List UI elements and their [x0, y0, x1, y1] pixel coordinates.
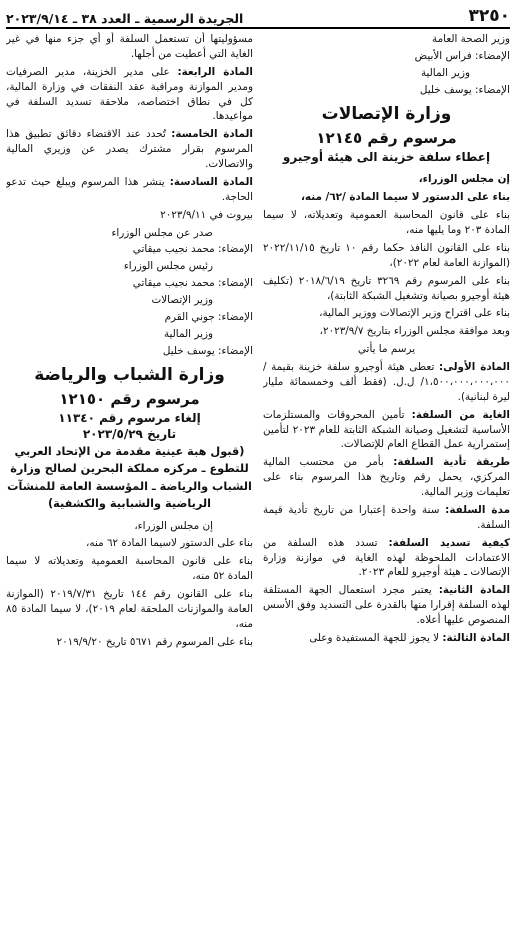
decree-subject: (قبول هبة عينية مقدمة من الإتحاد العربي للتطوع ـ مركزه مملكة البحرين لصالح وزارة الشباب والرياضة ـ المؤسسة العامة للمنشآت الرياضية والشبابية والكشفية) [7, 444, 252, 511]
signature: الإمضاء: محمد نجيب ميقاتي [132, 277, 253, 290]
article-text: على مدير الخزينة، مدير الصرفيات ومدير الموازنة ومراقبة عقد النفقات في وزارة المالية، كل في نطاق اختصاصه، ملاحقة تسديد السلفة في مواعيدها. [6, 65, 253, 123]
recital: بناء على المرسوم رقم ٥٦٧١ تاريخ ٢٠١٩/٩/٢٠ [56, 635, 253, 648]
preamble: إن مجلس الوزراء، [418, 173, 510, 186]
signature: الإمضاء: فراس الأبيض [414, 49, 510, 62]
recital: بناء على القانون النافذ حكما رقم ١٠ تاريخ ٢٠٢٢/١١/١٥ (الموازنة العامة لعام ٢٠٢٢)، [263, 241, 510, 269]
article-label: طريقة تأدية السلفة: [393, 456, 510, 469]
article [263, 360, 510, 405]
recital: بناء على قانون المحاسبة العمومية وتعديلاته، لا سيما المادة ٢٠٣ وما يليها منه، [263, 209, 510, 237]
article [263, 503, 510, 533]
article-text: لا يجوز للجهة المستفيدة وعلى [309, 631, 443, 644]
recital: بناء على القانون رقم ١٤٤ تاريخ ٢٠١٩/٧/٣١ (الموازنة العامة والموازنات الملحقة لعام ٢٠١٩)، لا سيما المادة ٨٥ منه، [6, 588, 253, 630]
signature: الإمضاء: يوسف خليل [162, 344, 253, 357]
article-label: المادة السادسة: [169, 175, 253, 188]
ministry-heading: وزارة الشباب والرياضة [34, 364, 225, 385]
page-header [6, 4, 510, 26]
recital: بناء على الدستور لاسيما المادة ٦٢ منه، [86, 537, 253, 550]
article-label: المادة الثانية: [438, 584, 510, 597]
left-column [6, 32, 253, 932]
article [6, 65, 253, 125]
signature: الإمضاء: جوني القرم [164, 310, 253, 323]
article-label: المادة الأولى: [438, 361, 510, 374]
article [263, 631, 510, 646]
article-text: سنة واحدة إعتبارا من تاريخ تأدية قيمة السلفة. [263, 503, 510, 531]
signature: الإمضاء: محمد نجيب ميقاتي [132, 243, 253, 256]
cancelled-decree: إلغاء مرسوم رقم ١١٣٤٠ [58, 411, 201, 426]
cancelled-decree-date: تاريخ ٢٠٢٣/٥/٢٩ [82, 427, 177, 442]
issue-date: بيروت في ٢٠٢٣/٩/١١ [160, 208, 253, 221]
article-text: يعتبر مجرد استعمال الجهة المستلفة لهذه السلفة إقرارا منها بالقدرة على التسديد وفق الأسس المنصوص عليها أعلاه. [263, 584, 510, 627]
article [263, 583, 510, 628]
article-text: تعطى هيئة أوجيرو سلفة خزينة بقيمة /١،٥٠٠،٠٠٠،٠٠٠،٠٠٠/ ل.ل. (فقط ألف وخمسمائة مليار ليرة لبنانية). [263, 361, 510, 403]
decree-title: إعطاء سلفة خزينة الى هيئة أوجيرو [282, 150, 491, 165]
recital: بناء على الدستور لا سيما المادة /٦٢/ منه، [300, 191, 510, 204]
article-text: تُحدد عند الاقتضاء دقائق تطبيق هذا المرسوم بقرار مشترك يصدر عن وزيري المالية والاتصالات. [6, 128, 253, 170]
preamble: إن مجلس الوزراء، [134, 519, 213, 532]
article-label: كيفية تسديد السلفة: [388, 536, 510, 549]
article-label: مدة السلفة: [445, 503, 510, 516]
signatory-title: رئيس مجلس الوزراء [123, 260, 213, 273]
article [6, 127, 253, 172]
recital: بناء على اقتراح وزير الإتصالات ووزير المالية، [319, 307, 510, 320]
right-column [263, 32, 510, 932]
article-label: المادة الخامسة: [171, 128, 253, 141]
recital: وبعد موافقة مجلس الوزراء بتاريخ ٢٠٢٣/٩/٧، [319, 325, 510, 338]
enacting-clause: يرسم ما يأتي [357, 343, 416, 356]
decree-number: مرسوم رقم ١٢١٥٠ [59, 389, 200, 408]
signatory-title: وزير المالية [420, 66, 470, 79]
recital: بناء على المرسوم رقم ٣٢٦٩ تاريخ ٢٠١٨/٦/١٩ (تكليف هيئة أوجيرو بصيانة وتشغيل الشبكة الثابتة)، [263, 274, 510, 302]
header-rule [6, 27, 510, 29]
columns [6, 32, 510, 932]
page-number: ٣٢٥٠ [468, 6, 510, 26]
signatory-title: وزير الإتصالات [151, 294, 213, 306]
article [263, 455, 510, 500]
article-label: المادة الرابعة: [177, 65, 253, 78]
signatory-title: وزير الصحة العامة [432, 33, 510, 45]
article [263, 536, 510, 581]
article-label: الغاية من السلفة: [411, 408, 510, 421]
recital: بناء على قانون المحاسبة العمومية وتعديلاته لا سيما المادة ٥٢ منه، [6, 555, 253, 583]
decree-number: مرسوم رقم ١٢١٤٥ [316, 128, 457, 147]
article [6, 175, 253, 205]
ministry-heading: وزارة الإتصالات [321, 103, 452, 124]
article [263, 408, 510, 453]
article-continuation: مسؤوليتها أن تستعمل السلفة أو أي جزء منها في غير الغاية التي أعطيت من أجلها. [6, 33, 253, 60]
article-text: تسدد هذه السلفة من الاعتمادات الملحوظة لهذه الغاية في موازنة وزارة الإتصالات ـ هيئة أوجيرو للعام ٢٠٢٣. [263, 536, 510, 579]
signature: الإمضاء: يوسف خليل [419, 83, 510, 96]
signatory-title: وزير المالية [163, 327, 213, 340]
article-text: بأمر من محتسب المالية المركزي، يحمل رقم وتاريخ هذا المرسوم بناء على تعليمات وزير المالية. [263, 456, 510, 499]
article-text: تأمين المحروقات والمستلزمات الأساسية لتشغيل وصيانة الشبكة الثابتة للعام ٢٠٢٣ لتأمين إستمرارية عمل القطاع العام للإتصالات. [263, 408, 510, 451]
issuer: صدر عن مجلس الوزراء [111, 226, 213, 239]
article-label: المادة الثالثة: [442, 631, 510, 644]
gazette-title: الجريدة الرسمية ـ العدد ٣٨ ـ ٢٠٢٣/٩/١٤ [6, 11, 244, 26]
article-text: ينشر هذا المرسوم ويبلغ حيث تدعو الحاجة. [6, 175, 253, 203]
